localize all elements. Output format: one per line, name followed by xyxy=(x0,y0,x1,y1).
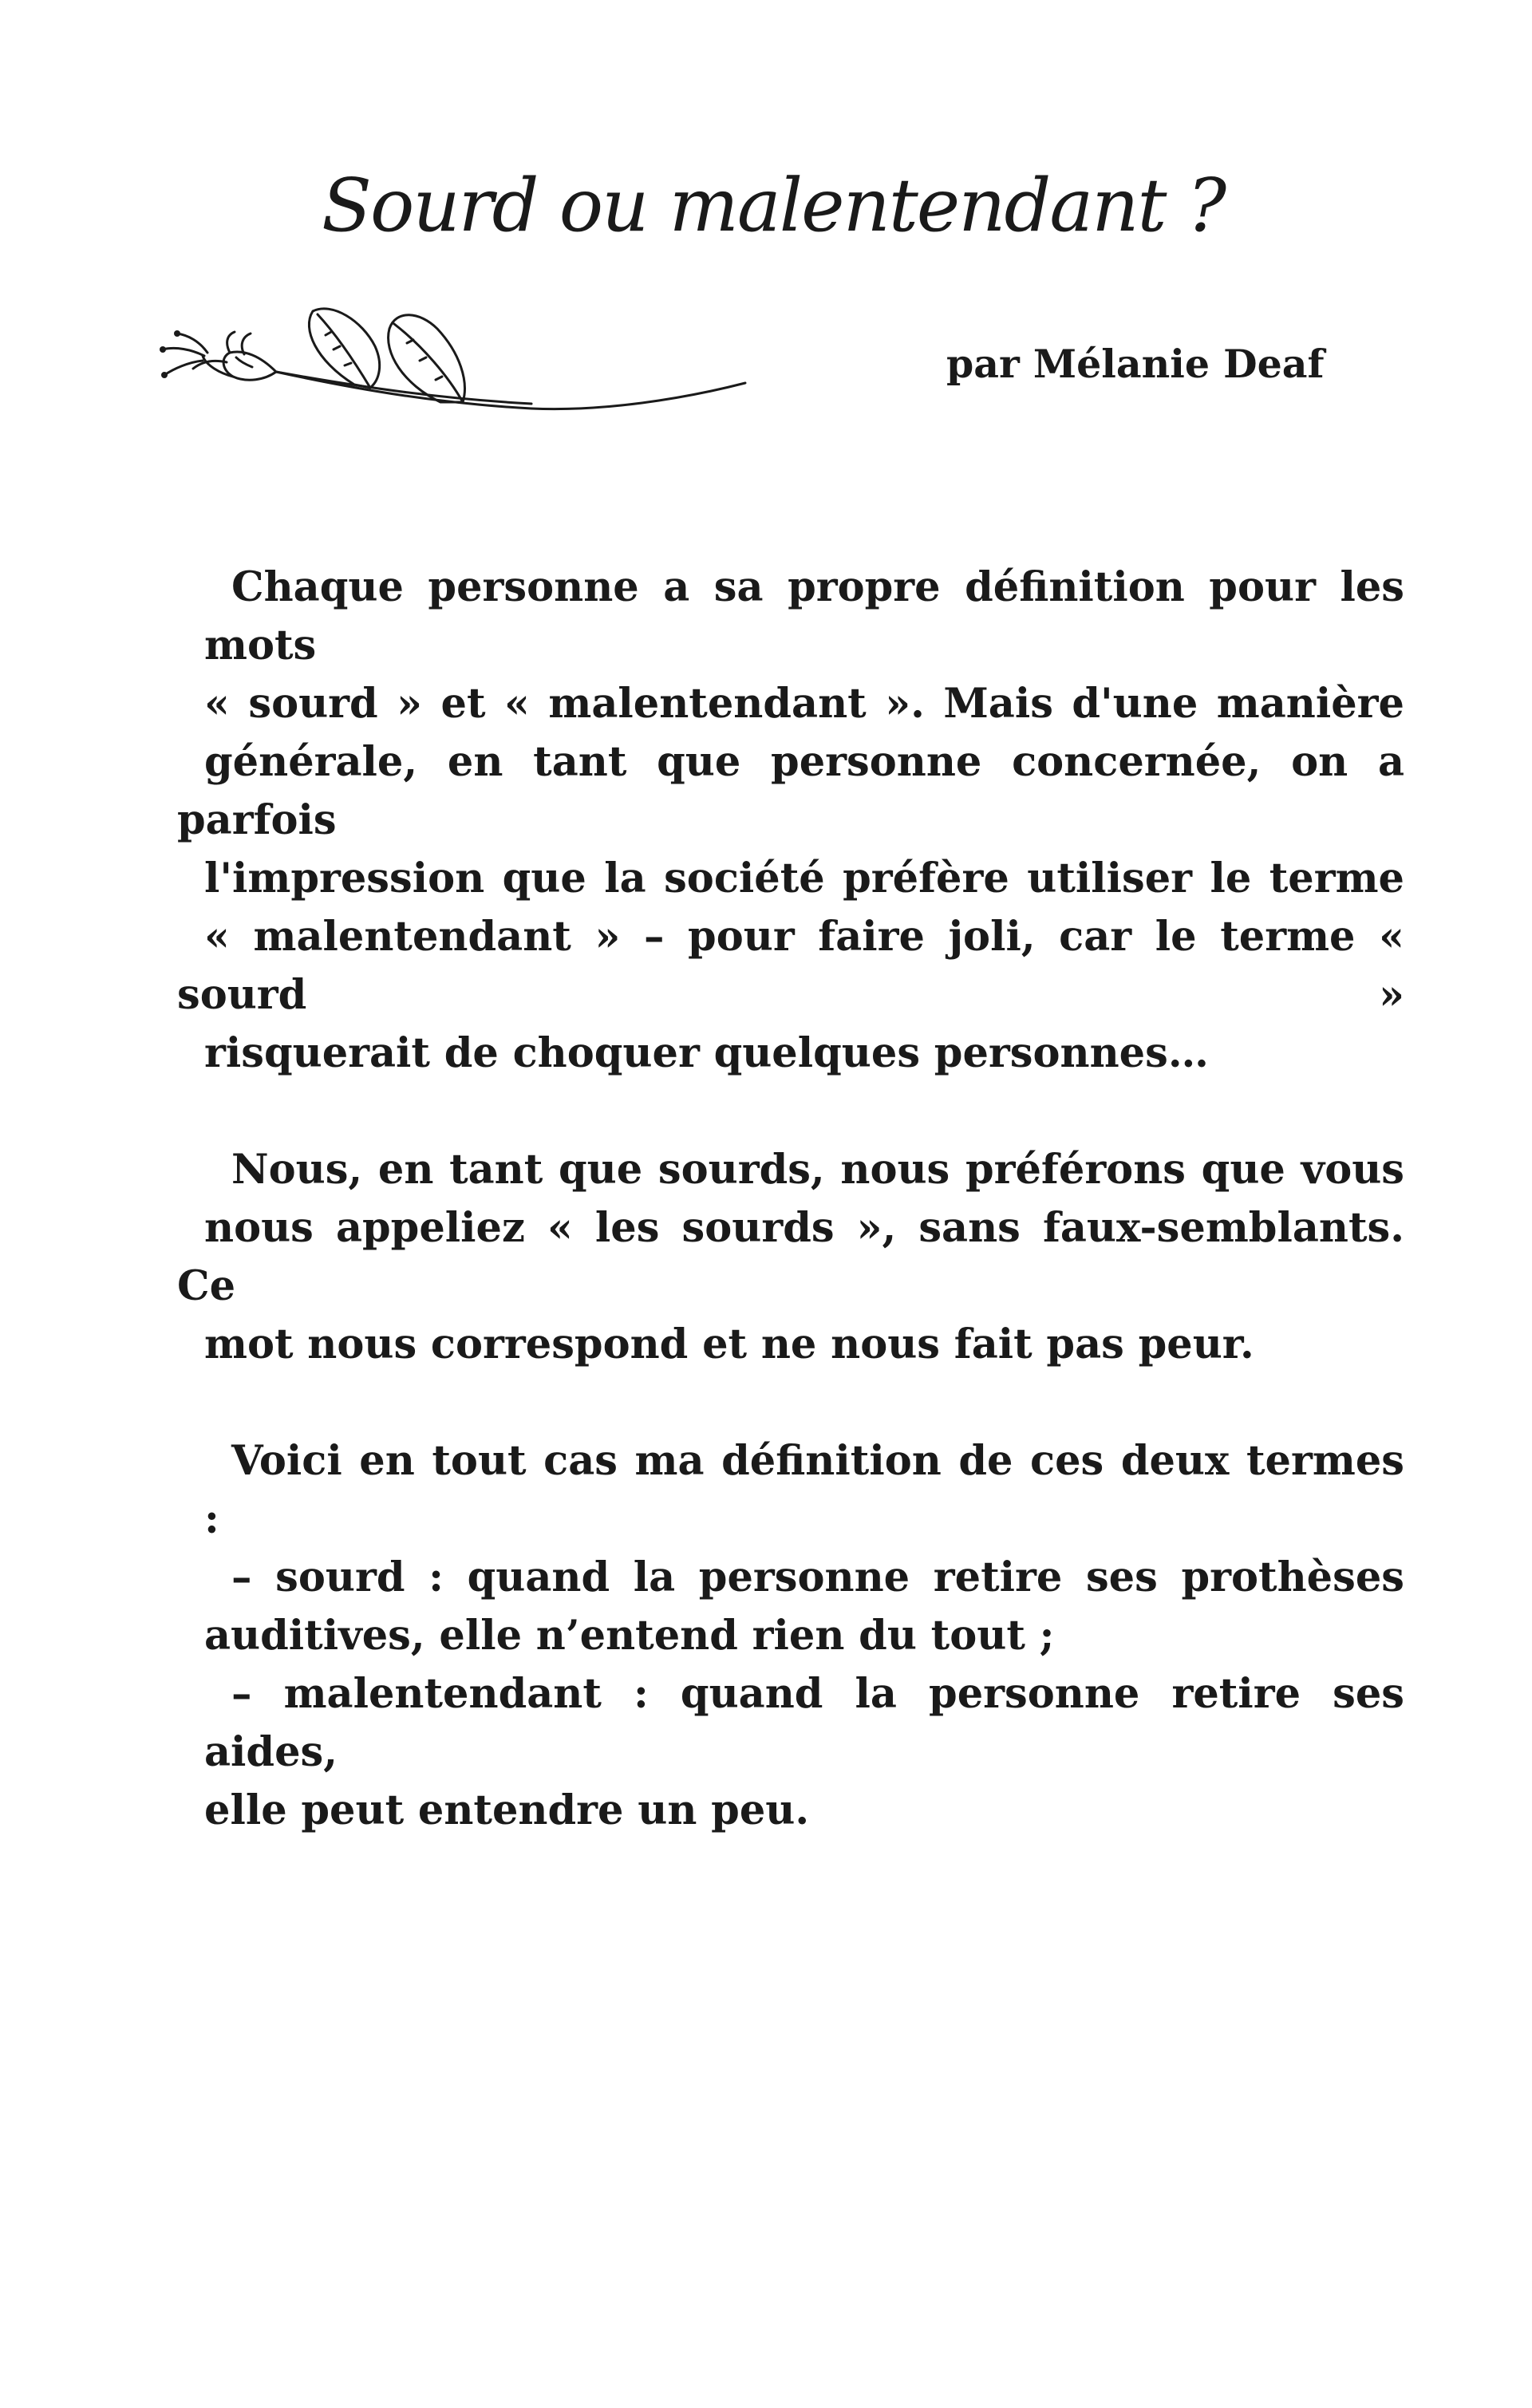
text-line: risquerait de choquer quelques personnes… xyxy=(204,1029,1209,1077)
text-line: auditives, elle n’entend rien du tout ; xyxy=(204,1612,1055,1660)
page-title: Sourd ou malentendant ? xyxy=(321,163,1226,248)
text-line: – sourd : quand la personne retire ses prothèses xyxy=(231,1553,1404,1601)
text-line: elle peut entendre un peu. xyxy=(204,1786,810,1834)
floral-branch-icon xyxy=(156,297,752,416)
paragraph-3 xyxy=(177,1432,1404,1840)
text-line: – malentendant : quand la personne retire ses aides, xyxy=(204,1670,1404,1776)
text-line: Chaque personne a sa propre définition pour les mots xyxy=(204,563,1404,669)
byline: par Mélanie Deaf xyxy=(946,341,1325,387)
text-line: générale, en tant que personne concernée, on a parfois xyxy=(177,738,1404,844)
article-body xyxy=(177,559,1404,1840)
text-line: nous appeliez « les sourds », sans faux-semblants. Ce xyxy=(177,1204,1404,1310)
text-line: Nous, en tant que sourds, nous préférons que vous xyxy=(231,1146,1404,1194)
text-line: « sourd » et « malentendant ». Mais d'une manière xyxy=(204,680,1404,728)
paragraph-2 xyxy=(177,1141,1404,1374)
text-line: mot nous correspond et ne nous fait pas peur. xyxy=(204,1320,1254,1368)
text-line: « malentendant » – pour faire joli, car le terme « sourd » xyxy=(177,913,1404,1019)
paragraph-1 xyxy=(177,559,1404,1083)
text-line: l'impression que la société préfère utiliser le terme xyxy=(204,855,1404,902)
text-line: Voici en tout cas ma définition de ces deux termes : xyxy=(204,1437,1404,1543)
